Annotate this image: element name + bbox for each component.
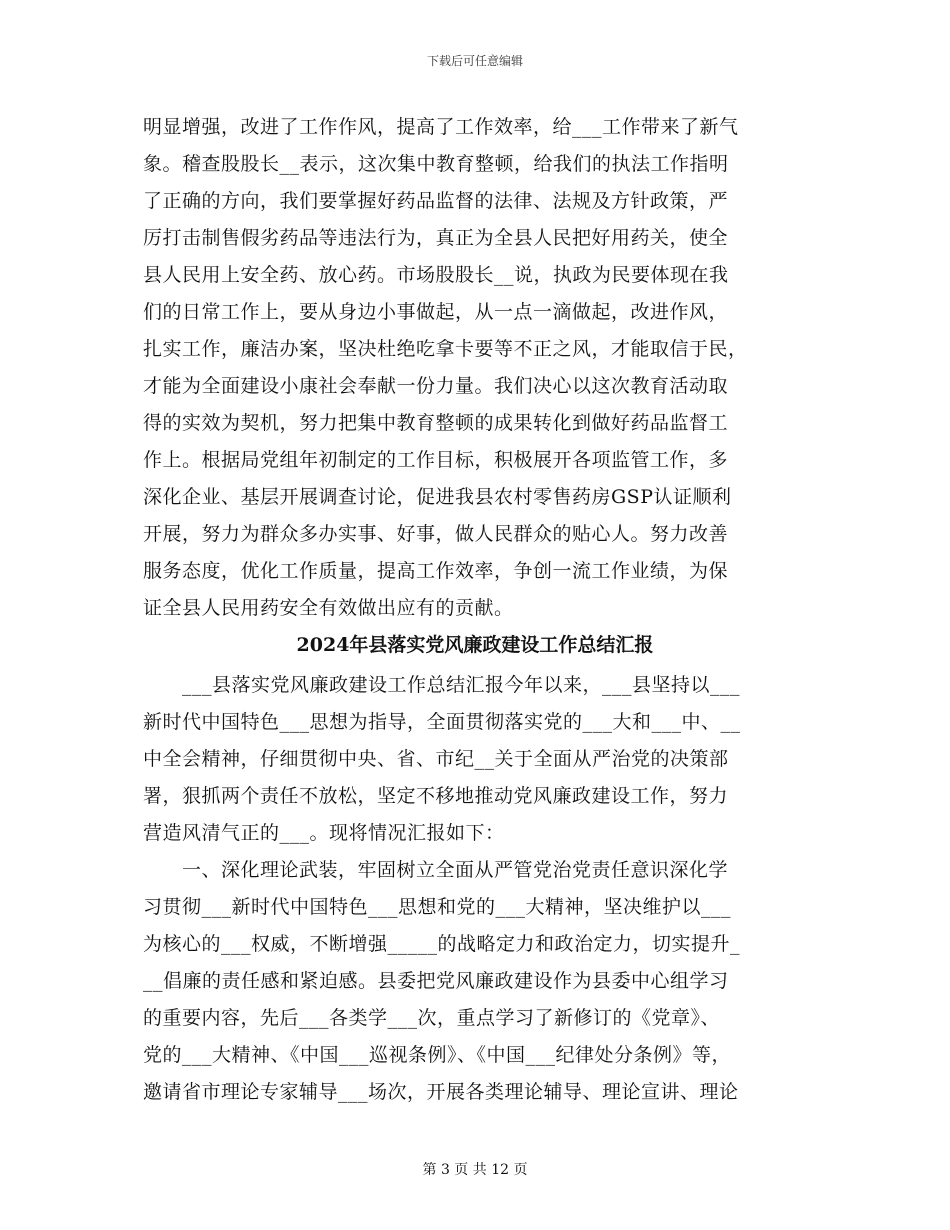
text-line: 明显增强，改进了工作作风，提高了工作效率，给___工作带来了新气: [143, 116, 739, 138]
text-line: 证全县人民用药安全有效做出应有的贡献。: [143, 597, 514, 619]
text-line: 为核心的___权威，不断增强_____的战略定力和政治定力，切实提升_: [143, 933, 741, 955]
text-line: 新时代中国特色___思想为指导，全面贯彻落实党的___大和___中、__: [143, 711, 741, 733]
text-line: 作上。根据局党组年初制定的工作目标，积极展开各项监管工作，多: [143, 449, 729, 471]
text-line: 了正确的方向，我们要掌握好药品监督的法律、法规及方针政策，严: [143, 190, 729, 212]
text-line: 党的___大精神、《中国___巡视条例》、《中国___纪律处分条例》等，: [143, 1044, 732, 1066]
text-line: 深化企业、基层开展调查讨论，促进我县农村零售药房GSP认证顺利: [143, 486, 732, 508]
text-line: 扎实工作，廉洁办案，坚决杜绝吃拿卡要等不正之风，才能取信于民，: [143, 338, 748, 360]
text-line: 县人民用上安全药、放心药。市场股股长__说，执政为民要体现在我: [143, 264, 729, 286]
text-line: 开展，努力为群众多办实事、好事，做人民群众的贴心人。努力改善: [143, 523, 729, 545]
text-line: 才能为全面建设小康社会奉献一份力量。我们决心以这次教育活动取: [143, 375, 729, 397]
text-line: 得的实效为契机，努力把集中教育整顿的成果转化到做好药品监督工: [143, 412, 729, 434]
text-line: 象。稽查股股长__表示，这次集中教育整顿，给我们的执法工作指明: [143, 153, 729, 175]
text-line: 的重要内容，先后___各类学___次，重点学习了新修订的《党章》、: [143, 1007, 721, 1029]
section-title: 2024年县落实党风廉政建设工作总结汇报: [296, 634, 654, 656]
text-line: 中全会精神，仔细贯彻中央、省、市纪__关于全面从严治党的决策部: [143, 748, 729, 770]
text-line: 服务态度，优化工作质量，提高工作效率，争创一流工作业绩，为保: [143, 560, 729, 582]
page-number-footer: 第 3 页 共 12 页: [422, 1162, 528, 1178]
text-line: __倡廉的责任感和紧迫感。县委把党风廉政建设作为县委中心组学习: [143, 970, 729, 992]
text-line: 厉打击制售假劣药品等违法行为，真正为全县人民把好用药关，使全: [143, 227, 729, 249]
page-header-note: 下载后可任意编辑: [426, 54, 523, 68]
text-line: 邀请省市理论专家辅导___场次，开展各类理论辅导、理论宣讲、理论: [143, 1081, 739, 1103]
text-line: 一、深化理论武装，牢固树立全面从严管党治党责任意识深化学: [143, 859, 729, 881]
text-line: 习贯彻___新时代中国特色___思想和党的___大精神，坚决维护以___: [143, 896, 732, 918]
text-line: 营造风清气正的___。现将情况汇报如下：: [143, 822, 505, 844]
text-line: ___县落实党风廉政建设工作总结汇报今年以来，___县坚持以___: [143, 674, 741, 696]
text-line: 署，狠抓两个责任不放松，坚定不移地推动党风廉政建设工作，努力: [143, 785, 729, 807]
text-line: 们的日常工作上，要从身边小事做起，从一点一滴做起，改进作风，: [143, 301, 729, 323]
